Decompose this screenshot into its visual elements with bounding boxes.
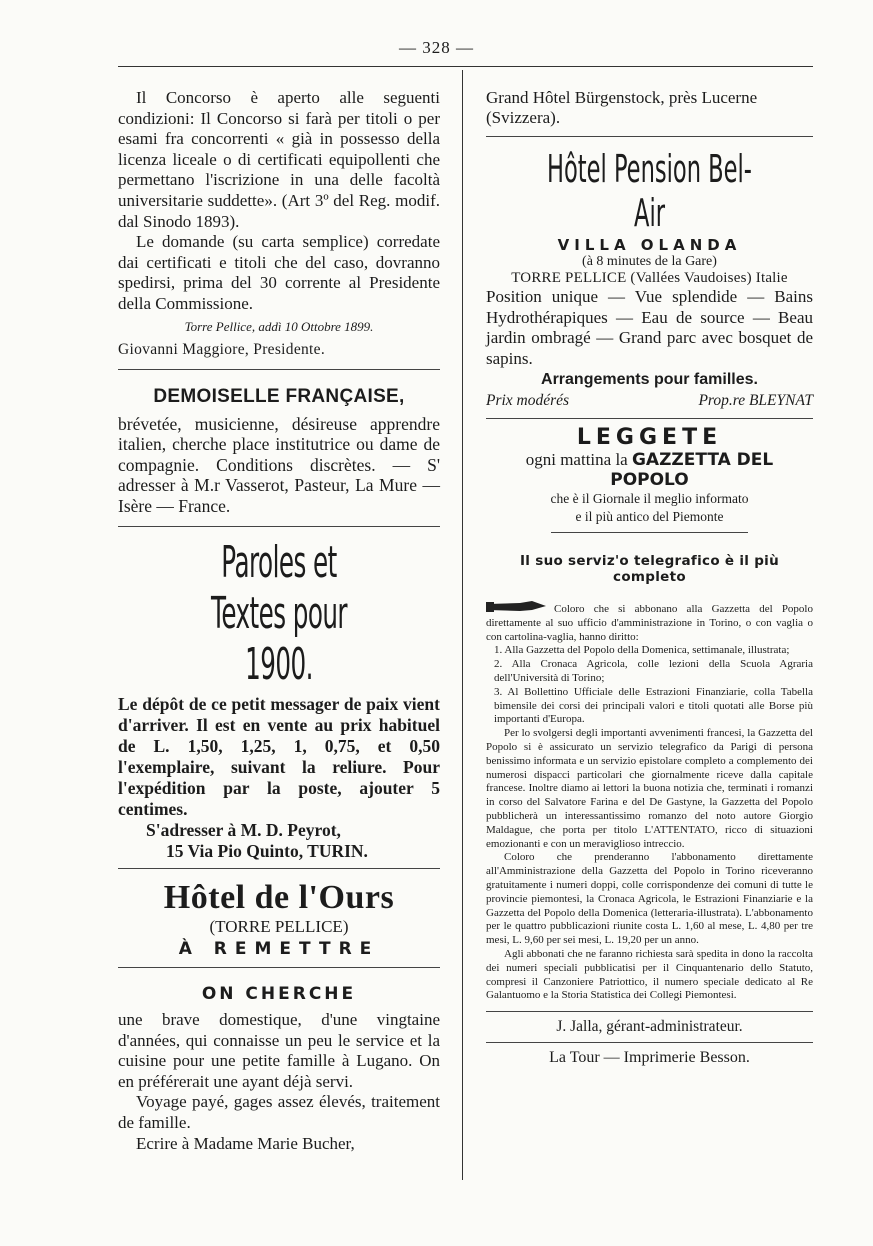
fine-paragraph-2: Per lo svolgersi degli importanti avvenimenti francesi, la Gazzetta del Popolo si è assicurato un servizio telegrafico da Parigi di persona benissimo informata e un servizio epistolare completo a complemento dei numerosi dispacci particolari che giornalmente riceve dalla capitale francese. Inoltre diamo ai lettori la buona notizia che, terminati i romanzi in corso del Salvatore Farina e del De Gastyne, la Gazzetta del Popolo pubblicherà un interessantissimo romanzo del noto autore Giorgio Maldague, che porta per titolo L'ATTENTATO, ricco di situazioni emozionanti e con un meraviglioso intreccio. [486, 727, 813, 850]
paroles-address-1: S'adresser à M. D. Peyrot, [146, 820, 341, 841]
paroles-title [118, 537, 440, 690]
divider [118, 526, 440, 527]
proprietor: Prop.re BLEYNAT [698, 392, 813, 409]
ours-remettre: À REMETTRE [178, 939, 380, 960]
torre-location: TORRE PELLICE (Vallées Vaudoises) Italie [511, 270, 788, 286]
concorso-paragraph-1: Il Concorso è aperto alle seguenti condizioni: Il Concorso si farà per titoli o per esami fra concorrenti « già in possesso della licenza liceale o di certificati equipollenti che permettano l'iscrizione in una delle facoltà universitarie suddette». (Art 3º del Reg. modif. dal Sinodo 1893). [118, 88, 440, 231]
divider [551, 532, 747, 533]
pointing-hand-icon [486, 599, 548, 615]
che-line-2: e il più antico del Piemonte [575, 509, 724, 524]
page-number: — 328 — [399, 38, 474, 57]
fine-paragraph-3: Coloro che prenderanno l'abbonamento direttamente all'Amministrazione della Gazzetta del Popolo in Torino riceveranno gratuitamente i numeri doppi, colle corrispondenze dei comuni di tutte le provincie piemontesi, la Cronaca Agricola, le Estrazioni Finanziarie e la Gazzetta del Popolo della Domenica (letteraria-illustrata). L'abbonamento per le quattro pubblicazioni riunite costa L. 1,60 al mese, L. 4,80 per tre mesi, L. 9,60 per sei mesi, L. 19,20 per un anno. [486, 851, 813, 947]
cherche-heading: ON CHERCHE [201, 984, 357, 1005]
gare-distance: (à 8 minutes de la Gare) [582, 254, 717, 269]
che-line-1: che è il Giornale il meglio informato [550, 491, 749, 506]
signature: Giovanni Maggiore, Presidente. [118, 340, 326, 358]
grand-hotel-line: Grand Hôtel Bürgenstock, près Lucerne (Svizzera). [486, 88, 758, 127]
left-column [118, 88, 440, 1154]
gerant-line: J. Jalla, gérant-administrateur. [556, 1018, 743, 1036]
prix-moderes: Prix modérés [486, 392, 570, 409]
ours-title: Hôtel de l'Ours [163, 879, 395, 917]
leggete-heading: LEGGETE [576, 425, 723, 450]
demoiselle-heading: DEMOISELLE FRANÇAISE, [153, 385, 405, 407]
ogni-line [486, 450, 813, 490]
divider [118, 868, 440, 869]
printer-line: La Tour — Imprimerie Besson. [549, 1049, 750, 1067]
fine-item-3: 3. Al Bollettino Ufficiale delle Estrazioni Finanziarie, colla Tabella bimensile dei corsi dei principali valori e titoli quotati alle Borse più importanti d'Europa. [494, 685, 813, 726]
belair-title [486, 147, 813, 236]
fine-item-1: 1. Alla Gazzetta del Popolo della Domenica, settimanale, illustrata; [494, 644, 790, 657]
cherche-voyage: Voyage payé, gages assez élevés, traitement de famille. [118, 1092, 440, 1132]
fine-item-2: 2. Alla Cronaca Agricola, colle lezioni della Scuola Agraria dell'Università di Torino; [494, 658, 813, 684]
divider [118, 967, 440, 968]
cherche-ad: une brave domestique, d'une vingtaine d'années, qui connaisse un peu le service et la cuisine pour une petite famille à Lugano. On en préférerait une ayant déjà servi. [118, 1010, 440, 1091]
divider [486, 1042, 813, 1043]
gazzetta-name: GAZZETTA DEL POPOLO [610, 450, 774, 490]
top-rule [118, 66, 813, 67]
divider [486, 136, 813, 137]
belair-title-text: Hôtel Pension Bel-Air [547, 147, 752, 235]
paroles-title-text: Paroles et Textes pour 1900. [211, 537, 347, 691]
divider [118, 369, 440, 370]
servizio-line: Il suo serviz'o telegrafico è il più completo [519, 553, 780, 585]
fine-intro [486, 599, 813, 644]
divider [486, 418, 813, 419]
ours-place: (TORRE PELLICE) [209, 917, 349, 937]
belair-description: Position unique — Vue splendide — Bains Hydrothérapiques — Eau de source — Beau jardin ombragé — Grand parc avec bosquet de sapins. [486, 287, 813, 368]
cherche-ecrire: Ecrire à Madame Marie Bucher, [136, 1133, 355, 1153]
ogni-prefix: ogni mattina la [525, 450, 628, 469]
paroles-address-2: 15 Via Pio Quinto, TURIN. [166, 841, 368, 862]
villa-olanda: VILLA OLANDA [557, 236, 742, 254]
fine-intro-text: Coloro che si abbonano alla Gazzetta del Popolo direttamente al suo ufficio d'amministrazione in Torino, o con vaglia o con cartolina-vaglia, hanno diritto: [486, 603, 813, 643]
column-divider [462, 70, 463, 1180]
fine-paragraph-4: Agli abbonati che ne faranno richiesta sarà spedita in dono la raccolta dei numeri speciali pubblicatisi per il Cinquantenario dello Statuto, compresi il Canzoniere Patriottico, il numero speciale dedicato al Re Galantuomo e la Storia Statistica dei Collegi Piemontesi. [486, 947, 813, 1002]
divider [486, 1011, 813, 1012]
prix-line [486, 392, 813, 410]
place-date: Torre Pellice, addì 10 Ottobre 1899. [184, 318, 374, 334]
arrangements: Arrangements pour familles. [541, 371, 758, 388]
paroles-body: Le dépôt de ce petit messager de paix vient d'arriver. Il est en vente au prix habituel de L. 1,50, 1,25, 1, 0,75, et 0,50 l'exemplaire, suivant la reliure. Pour l'expédition par la poste, ajouter 5 centimes. [118, 694, 440, 820]
concorso-paragraph-2: Le domande (su carta semplice) corredate dai certificati e titoli che del caso, dovranno spedirsi, prima del 30 corrente al Presidente della Commissione. [118, 232, 440, 313]
right-column [486, 88, 813, 1067]
demoiselle-ad: brévetée, musicienne, désireuse apprendre italien, cherche place institutrice ou dame de compagnie. Conditions discrètes. — S' adresser à M.r Vasserot, Pasteur, La Mure — Isère — France. [118, 413, 440, 516]
